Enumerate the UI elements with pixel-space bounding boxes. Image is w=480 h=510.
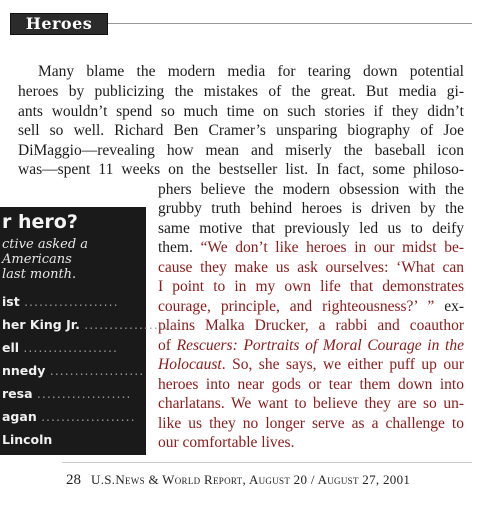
dot-leader: ...................: [24, 294, 119, 309]
dot-leader: ...................: [36, 386, 132, 401]
sidebar-item-label: ist: [2, 294, 20, 309]
section-heading: Heroes: [25, 14, 93, 33]
footer-rule: [62, 462, 472, 463]
sidebar-item: [2, 317, 179, 332]
attribution-line: plains Malka Drucker, a rabbi and coauthor: [158, 317, 464, 334]
body-line: phers believe the modern obsession with the: [158, 181, 464, 198]
quote-text: courage, principle, and righteousness?’ ”: [158, 298, 435, 315]
sidebar-item: [2, 386, 138, 401]
page-footer: 28 U.S.News & World Report, August 20 / August 27, 2001: [66, 472, 411, 488]
quote-line: I point to in my own life that demonstrates: [158, 278, 464, 295]
plain-text: of: [158, 337, 177, 354]
section-heading-badge: [10, 13, 108, 35]
body-line: ants wouldn’t spend so much time on such stories if they didn’t: [18, 103, 464, 120]
sidebar-item: [2, 409, 138, 424]
dot-leader: ...................: [84, 317, 179, 332]
body-line: Many blame the modern media for tearing down potential: [38, 63, 464, 80]
sidebar-title: r hero?: [2, 211, 78, 233]
body-line: DiMaggio—revealing how mean and miserly the baseball icon: [18, 142, 464, 159]
quote-text: “We don’t like heroes in our midst be-: [200, 239, 464, 256]
sidebar-item: [2, 432, 138, 447]
body-line: heroes by publicizing the mistakes of the great. But media gi-: [18, 83, 464, 100]
sidebar-item: [2, 340, 138, 355]
closing-line: charlatans. We want to believe they are so un-: [158, 395, 464, 412]
sidebar-item-label: her King Jr.: [2, 317, 80, 332]
body-line-mixed: [158, 238, 464, 257]
sidebar-item-label: ell: [2, 340, 20, 355]
book-line: [158, 355, 464, 374]
heading-rule: [108, 23, 472, 24]
sidebar-subtitle: last month.: [2, 267, 77, 282]
dot-leader: ...................: [49, 363, 145, 378]
publication-name: U.S.News & World Report: [91, 472, 243, 487]
body-line: same motive that previously led us to deify: [158, 220, 464, 237]
book-line: [158, 336, 464, 355]
dot-leader: ...................: [23, 340, 118, 355]
quote-line: cause they make us ask ourselves: ‘What can: [158, 259, 464, 276]
plain-text: ex-: [434, 298, 464, 315]
sidebar-item: [2, 294, 138, 309]
closing-line: like us they no longer serve as a challenge to: [158, 415, 464, 432]
dot-leader: ...................: [41, 409, 136, 424]
sidebar-item-label: nnedy: [2, 363, 46, 378]
plain-text: . So, she says, we either puff up our: [221, 356, 464, 373]
page-number: 28: [66, 472, 81, 488]
quote-end-line: [158, 297, 464, 316]
plain-text: them.: [158, 239, 201, 256]
sidebar-subtitle: Americans: [2, 252, 72, 267]
sidebar-item-label: Lincoln: [2, 432, 53, 447]
issue-dates: August 20 / August 27, 2001: [248, 472, 411, 487]
sidebar-item: [2, 363, 145, 378]
closing-line: heroes into near gods or tear them down into: [158, 376, 464, 393]
body-line: sell so well. Richard Ben Cramer’s unsparing biography of Joe: [18, 122, 464, 139]
body-line: grubby truth behind heroes is driven by the: [158, 200, 464, 217]
book-title: Holocaust: [158, 356, 222, 373]
sidebar-subtitle: ctive asked a: [2, 237, 89, 252]
sidebar-item-label: resa: [2, 386, 33, 401]
book-title: Rescuers: Portraits of Moral Courage in the: [176, 337, 464, 354]
body-line: was—spent 11 weeks on the bestseller list. In fact, some philoso-: [18, 161, 464, 178]
closing-line: our comfortable lives.: [158, 434, 295, 451]
sidebar-item-label: agan: [2, 409, 37, 424]
